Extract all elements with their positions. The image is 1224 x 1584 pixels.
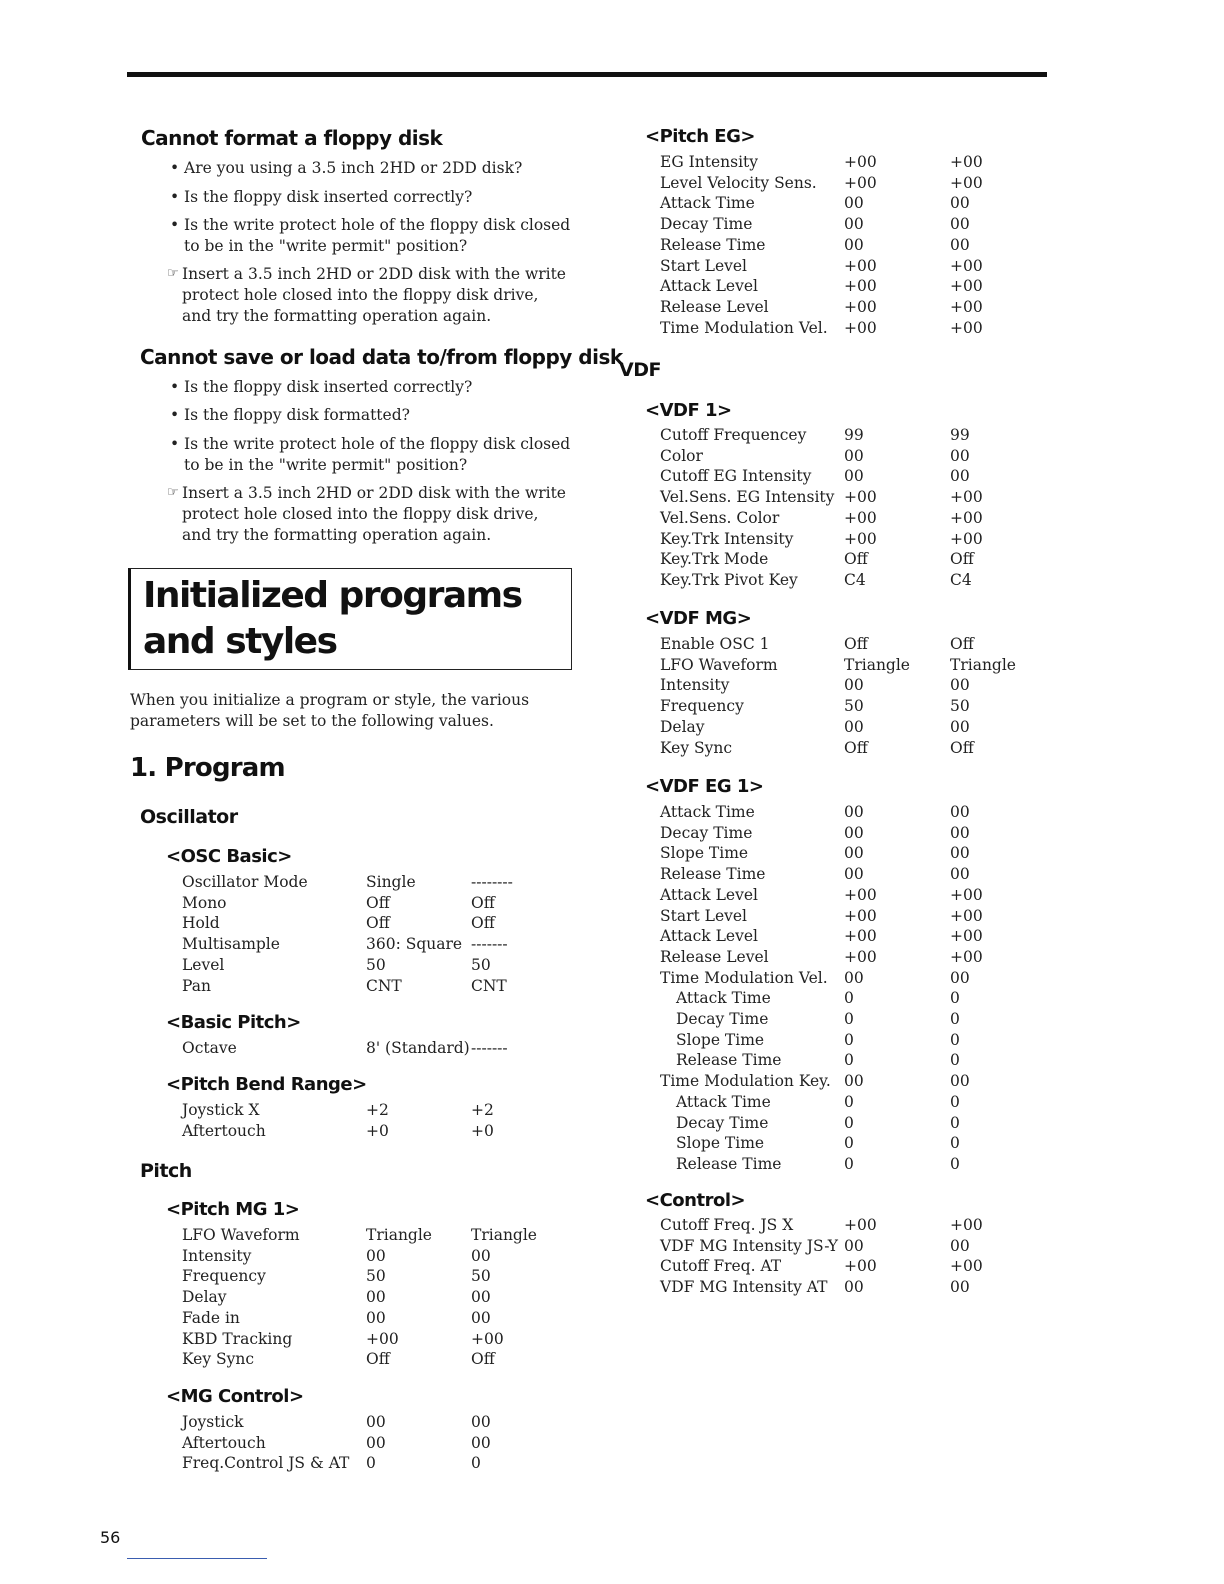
param-value-1: Triangle [844, 655, 910, 674]
param-row [660, 529, 983, 550]
param-row [660, 1071, 983, 1092]
param-value-2: Triangle [471, 1226, 537, 1244]
param-row [660, 446, 983, 467]
param-value-1: 0 [844, 989, 854, 1008]
param-value-2: Off [950, 635, 974, 653]
param-value-1: 00 [844, 717, 864, 736]
param-value-2: 0 [471, 1454, 481, 1473]
param-value-2: +00 [950, 277, 983, 296]
pitch-bend-table [182, 1100, 494, 1141]
param-row [660, 256, 983, 277]
param-row [660, 1154, 983, 1175]
param-name: Frequency [182, 1267, 266, 1286]
param-name: Time Modulation Vel. [660, 968, 828, 987]
param-value-1: 00 [844, 865, 864, 884]
format-floppy-heading: Cannot format a floppy disk [141, 126, 443, 150]
param-name: Enable OSC 1 [660, 635, 770, 653]
bullet-dot-icon: • [170, 435, 180, 453]
param-row [660, 276, 983, 297]
vdf-heading: VDF [619, 359, 661, 381]
param-name: Vel.Sens. Color [660, 508, 780, 527]
param-row [660, 988, 983, 1009]
param-name: Key.Trk Pivot Key [660, 570, 798, 589]
param-value-2: 0 [950, 1134, 960, 1153]
param-value-1: 00 [844, 968, 864, 987]
param-row [660, 214, 983, 235]
param-row [182, 1412, 491, 1433]
param-value-1: +00 [844, 906, 877, 925]
param-value-1: CNT [366, 976, 402, 995]
program-heading: 1. Program [130, 753, 285, 783]
param-value-1: 00 [844, 823, 864, 842]
param-value-2: +00 [950, 256, 983, 275]
param-value-2: ------- [471, 935, 508, 954]
param-value-2: 0 [950, 1051, 960, 1070]
param-value-1: +00 [844, 318, 877, 337]
param-name: Attack Time [676, 1092, 771, 1111]
param-value-2: Off [471, 1350, 495, 1369]
param-value-2: ------- [471, 1039, 508, 1057]
basic-pitch-table [182, 1038, 508, 1059]
param-row [660, 864, 983, 885]
param-value-2: 99 [950, 426, 970, 444]
param-name: Cutoff Frequencey [660, 426, 807, 444]
param-value-1: 50 [844, 697, 864, 716]
param-value-2: -------- [471, 873, 513, 891]
param-value-2: +00 [950, 153, 983, 171]
param-name: Color [660, 446, 703, 465]
param-value-1: +00 [844, 947, 877, 966]
param-row [182, 1349, 537, 1370]
param-name: Release Time [660, 865, 766, 884]
param-value-2: +00 [950, 906, 983, 925]
param-value-2: Triangle [950, 655, 1016, 674]
param-row [182, 1329, 537, 1350]
param-name: Time Modulation Key. [660, 1072, 831, 1091]
param-name: Octave [182, 1039, 237, 1057]
bullet-dot-icon: • [170, 378, 180, 396]
param-name: Release Level [660, 947, 769, 966]
param-name: Start Level [660, 906, 748, 925]
param-row [660, 675, 1016, 696]
param-name: Release Time [660, 235, 766, 254]
param-name: Mono [182, 893, 227, 912]
vdf-eg1-table [660, 802, 983, 1175]
param-value-1: 0 [844, 1010, 854, 1029]
bullet-dot-icon: • [170, 216, 180, 234]
param-name: Aftertouch [182, 1433, 266, 1452]
param-value-2: 00 [950, 717, 970, 736]
param-value-1: 50 [366, 1267, 386, 1286]
param-name: Delay [660, 717, 705, 736]
param-name: Key Sync [660, 738, 733, 757]
param-row [660, 508, 983, 529]
param-row [182, 872, 513, 893]
param-row [660, 173, 983, 194]
param-name: Fade in [182, 1308, 240, 1327]
param-row [660, 696, 1016, 717]
param-value-2: +00 [950, 529, 983, 548]
param-value-1: 00 [366, 1246, 386, 1265]
param-name: Key.Trk Intensity [660, 529, 794, 548]
param-value-1: +00 [844, 173, 877, 192]
param-value-2: +0 [471, 1121, 494, 1140]
bottom-rule [127, 1558, 267, 1559]
param-row [660, 318, 983, 339]
param-name: Delay [182, 1288, 227, 1307]
param-value-2: 00 [471, 1308, 491, 1327]
param-value-1: 00 [366, 1308, 386, 1327]
param-value-1: 00 [844, 194, 864, 213]
param-value-2: +00 [950, 318, 983, 337]
param-value-1: 00 [844, 1236, 864, 1255]
param-name: Decay Time [660, 215, 753, 234]
param-value-2: 00 [950, 1236, 970, 1255]
param-value-1: 00 [844, 446, 864, 465]
param-row [182, 1225, 537, 1246]
param-name: EG Intensity [660, 153, 759, 171]
param-row [660, 843, 983, 864]
param-value-2: 0 [950, 989, 960, 1008]
param-row [660, 906, 983, 927]
param-value-2: +00 [950, 927, 983, 946]
param-value-2: 0 [950, 1030, 960, 1049]
pointing-hand-icon: ☞ [167, 266, 179, 281]
param-name: LFO Waveform [182, 1226, 300, 1244]
param-value-1: +2 [366, 1101, 389, 1119]
param-value-2: 00 [950, 215, 970, 234]
param-name: Release Time [676, 1051, 782, 1070]
param-value-2: +00 [950, 1216, 983, 1234]
param-name: Start Level [660, 256, 748, 275]
param-value-2: 00 [950, 467, 970, 486]
param-row [182, 1100, 494, 1121]
pitch-mg1-heading: <Pitch MG 1> [166, 1199, 300, 1220]
param-name: Attack Time [676, 989, 771, 1008]
param-value-2: CNT [471, 976, 507, 995]
param-name: Cutoff Freq. AT [660, 1257, 782, 1276]
param-row [182, 1308, 537, 1329]
pitch-eg-table [660, 152, 983, 338]
param-row [660, 885, 983, 906]
pointing-hand-icon: ☞ [167, 485, 179, 500]
param-value-2: 00 [471, 1433, 491, 1452]
vdf-eg1-heading: <VDF EG 1> [645, 776, 764, 797]
param-row [660, 1277, 983, 1298]
param-name: VDF MG Intensity JS-Y [660, 1236, 838, 1255]
param-value-1: +00 [844, 885, 877, 904]
param-value-2: +00 [950, 173, 983, 192]
param-name: Intensity [182, 1246, 252, 1265]
param-row [182, 1287, 537, 1308]
param-name: Decay Time [676, 1010, 769, 1029]
param-name: Level [182, 955, 225, 974]
param-name: VDF MG Intensity AT [660, 1278, 828, 1297]
param-value-2: 00 [471, 1288, 491, 1307]
bullet-dot-icon: • [170, 188, 180, 206]
vdf-mg-heading: <VDF MG> [645, 608, 752, 629]
param-name: Decay Time [676, 1113, 769, 1132]
param-value-1: 00 [844, 1278, 864, 1297]
param-name: Key.Trk Mode [660, 550, 769, 569]
chapter-intro: When you initialize a program or style, the various parameters will be set to the following values. [130, 691, 530, 730]
osc-basic-heading: <OSC Basic> [166, 846, 292, 867]
param-row [660, 634, 1016, 655]
param-value-2: +00 [950, 508, 983, 527]
param-value-1: 00 [366, 1413, 386, 1431]
param-row [660, 235, 983, 256]
param-value-2: Off [950, 550, 974, 569]
param-row [660, 802, 983, 823]
param-value-2: 50 [471, 955, 491, 974]
param-value-2: +00 [950, 947, 983, 966]
param-value-1: Off [366, 1350, 390, 1369]
param-name: Vel.Sens. EG Intensity [660, 488, 835, 507]
oscillator-heading: Oscillator [140, 806, 238, 828]
param-name: Oscillator Mode [182, 873, 308, 891]
osc-basic-table [182, 872, 513, 996]
param-value-2: 0 [950, 1092, 960, 1111]
param-value-1: 99 [844, 426, 864, 444]
param-value-2: 00 [950, 844, 970, 863]
param-value-1: 00 [844, 676, 864, 695]
param-row [660, 655, 1016, 676]
page-number: 56 [100, 1528, 121, 1547]
param-value-2: 00 [950, 968, 970, 987]
param-row [182, 1038, 508, 1059]
param-value-2: 00 [950, 803, 970, 821]
param-value-1: 00 [844, 215, 864, 234]
param-name: Slope Time [676, 1030, 765, 1049]
save-load-floppy-heading: Cannot save or load data to/from floppy disk [140, 345, 623, 369]
chapter-title-box [128, 568, 572, 670]
param-value-2: +00 [950, 297, 983, 316]
param-value-1: +00 [844, 297, 877, 316]
param-value-1: 360: Square [366, 935, 463, 954]
param-row [660, 549, 983, 570]
param-value-1: Off [366, 914, 390, 933]
param-name: Attack Level [660, 927, 758, 946]
param-value-1: 8' (Standard) [366, 1039, 470, 1057]
param-name: LFO Waveform [660, 655, 778, 674]
param-name: KBD Tracking [182, 1329, 293, 1348]
param-row [182, 955, 513, 976]
param-row [660, 1215, 983, 1236]
param-row [660, 1113, 983, 1134]
param-value-1: 0 [366, 1454, 376, 1473]
control-table [660, 1215, 983, 1298]
param-name: Slope Time [676, 1134, 765, 1153]
param-row [660, 297, 983, 318]
param-row [660, 570, 983, 591]
param-row [660, 947, 983, 968]
param-value-2: 00 [950, 1278, 970, 1297]
pitch-mg1-table [182, 1225, 537, 1370]
param-value-1: 00 [366, 1433, 386, 1452]
param-row [182, 1433, 491, 1454]
param-name: Cutoff EG Intensity [660, 467, 812, 486]
param-row [660, 1050, 983, 1071]
param-value-1: +00 [844, 927, 877, 946]
param-value-1: Triangle [366, 1226, 432, 1244]
param-name: Key Sync [182, 1350, 255, 1369]
param-value-1: +0 [366, 1121, 389, 1140]
param-name: Attack Time [660, 803, 755, 821]
param-value-1: 00 [844, 235, 864, 254]
param-name: Joystick X [182, 1101, 260, 1119]
param-value-2: 00 [950, 1072, 970, 1091]
param-name: Level Velocity Sens. [660, 173, 817, 192]
param-value-2: 00 [950, 865, 970, 884]
param-value-2: 00 [471, 1246, 491, 1265]
param-name: Attack Level [660, 277, 758, 296]
param-name: Pan [182, 976, 211, 995]
param-value-1: Off [366, 893, 390, 912]
param-row [182, 934, 513, 955]
param-value-1: +00 [844, 277, 877, 296]
param-row [182, 893, 513, 914]
param-row [660, 425, 983, 446]
param-value-2: 00 [950, 446, 970, 465]
param-value-1: +00 [844, 529, 877, 548]
param-value-1: 0 [844, 1030, 854, 1049]
param-value-1: +00 [844, 1216, 877, 1234]
param-name: Aftertouch [182, 1121, 266, 1140]
pitch-eg-heading: <Pitch EG> [645, 126, 755, 147]
param-name: Release Time [676, 1154, 782, 1173]
param-row [660, 823, 983, 844]
param-value-1: 00 [844, 844, 864, 863]
param-value-1: 0 [844, 1154, 854, 1173]
param-value-2: 0 [950, 1010, 960, 1029]
param-value-2: 50 [950, 697, 970, 716]
param-row [660, 193, 983, 214]
param-row [660, 1030, 983, 1051]
mg-control-table [182, 1412, 491, 1474]
param-value-2: +00 [950, 885, 983, 904]
param-value-2: 50 [471, 1267, 491, 1286]
param-value-1: +00 [844, 488, 877, 507]
param-row [660, 968, 983, 989]
mg-control-heading: <MG Control> [166, 1386, 304, 1407]
param-name: Multisample [182, 935, 280, 954]
param-name: Cutoff Freq. JS X [660, 1216, 794, 1234]
param-name: Hold [182, 914, 220, 933]
param-value-1: +00 [844, 508, 877, 527]
param-row [182, 976, 513, 997]
param-row [182, 1453, 491, 1474]
vdf-mg-table [660, 634, 1016, 758]
param-value-1: 0 [844, 1134, 854, 1153]
param-row [660, 1009, 983, 1030]
param-row [660, 1133, 983, 1154]
param-value-1: 00 [366, 1288, 386, 1307]
param-value-1: +00 [844, 153, 877, 171]
param-value-1: Single [366, 873, 416, 891]
param-value-1: +00 [844, 1257, 877, 1276]
param-value-2: 00 [471, 1413, 491, 1431]
param-row [660, 1236, 983, 1257]
param-row [182, 1246, 537, 1267]
param-value-1: Off [844, 635, 868, 653]
param-value-2: +2 [471, 1101, 494, 1119]
param-value-1: 00 [844, 1072, 864, 1091]
param-value-2: 00 [950, 676, 970, 695]
param-row [660, 466, 983, 487]
param-row [660, 1256, 983, 1277]
param-name: Intensity [660, 676, 730, 695]
param-value-2: 0 [950, 1113, 960, 1132]
param-value-1: 0 [844, 1092, 854, 1111]
param-value-2: C4 [950, 570, 972, 589]
param-row [182, 1266, 537, 1287]
pitch-heading: Pitch [140, 1160, 192, 1182]
param-value-2: Off [471, 893, 495, 912]
param-row [660, 487, 983, 508]
param-value-2: 0 [950, 1154, 960, 1173]
param-row [182, 1121, 494, 1142]
param-value-2: Off [950, 738, 974, 757]
vdf1-heading: <VDF 1> [645, 400, 732, 421]
param-name: Frequency [660, 697, 744, 716]
pitch-bend-heading: <Pitch Bend Range> [166, 1074, 367, 1095]
param-name: Joystick [182, 1413, 244, 1431]
param-value-1: +00 [366, 1329, 399, 1348]
param-row [660, 1092, 983, 1113]
param-name: Slope Time [660, 844, 749, 863]
param-value-1: +00 [844, 256, 877, 275]
param-row [660, 717, 1016, 738]
param-value-1: 50 [366, 955, 386, 974]
param-name: Time Modulation Vel. [660, 318, 828, 337]
param-value-1: Off [844, 738, 868, 757]
param-value-2: 00 [950, 235, 970, 254]
param-value-1: 0 [844, 1113, 854, 1132]
param-value-2: 00 [950, 194, 970, 213]
param-row [660, 926, 983, 947]
param-name: Attack Time [660, 194, 755, 213]
param-value-1: Off [844, 550, 868, 569]
param-row [660, 738, 1016, 759]
param-name: Freq.Control JS & AT [182, 1454, 350, 1473]
param-value-2: +00 [950, 1257, 983, 1276]
chapter-title: Initialized programs and styles [143, 575, 522, 662]
param-value-1: 00 [844, 467, 864, 486]
param-name: Attack Level [660, 885, 758, 904]
bullet-dot-icon: • [170, 406, 180, 424]
param-row [660, 152, 983, 173]
param-value-2: 00 [950, 823, 970, 842]
param-name: Release Level [660, 297, 769, 316]
control-heading: <Control> [645, 1190, 746, 1211]
param-row [182, 913, 513, 934]
basic-pitch-heading: <Basic Pitch> [166, 1012, 301, 1033]
bullet-dot-icon: • [170, 159, 180, 177]
top-rule [127, 72, 1047, 77]
param-name: Decay Time [660, 823, 753, 842]
param-value-1: 00 [844, 803, 864, 821]
vdf1-table [660, 425, 983, 591]
param-value-2: +00 [471, 1329, 504, 1348]
param-value-2: Off [471, 914, 495, 933]
param-value-1: C4 [844, 570, 866, 589]
param-value-1: 0 [844, 1051, 854, 1070]
param-value-2: +00 [950, 488, 983, 507]
